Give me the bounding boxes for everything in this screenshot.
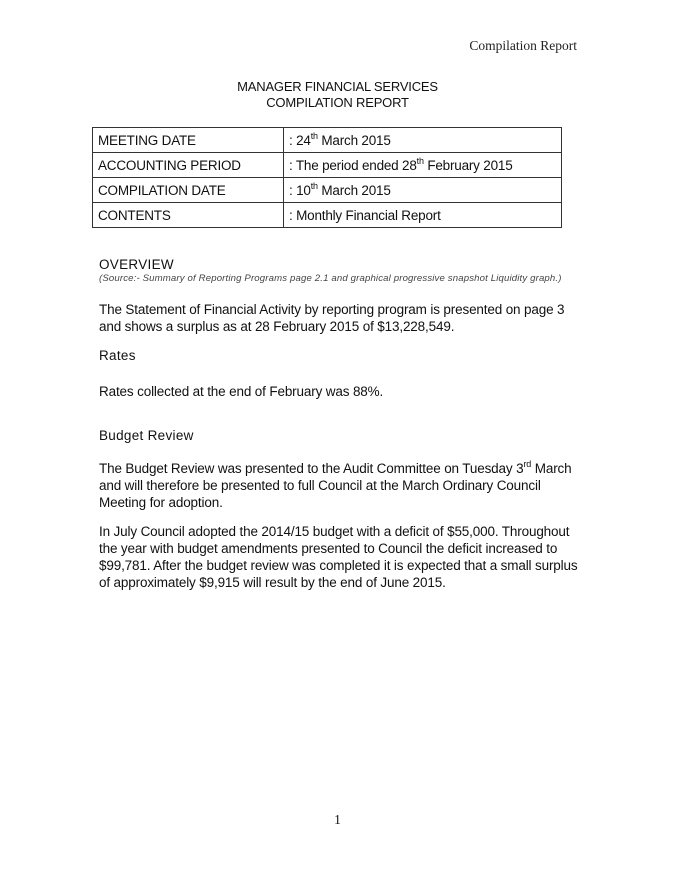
meta-value: : 10th March 2015 [284, 178, 562, 203]
overview-source-note: (Source:- Summary of Reporting Programs page 2.1 and graphical progressive snapshot Liquidity graph.) [99, 273, 562, 284]
budget-review-heading: Budget Review [99, 428, 194, 443]
meta-value: : The period ended 28th February 2015 [284, 153, 562, 178]
meta-row [93, 128, 562, 153]
meta-row [93, 203, 562, 228]
meta-value: : 24th March 2015 [284, 128, 562, 153]
meta-label: CONTENTS [93, 203, 284, 228]
page-number: 1 [334, 812, 341, 827]
budget-review-paragraph-1: The Budget Review was presented to the Audit Committee on Tuesday 3rd March and will therefore be presented to full Council at the March Ordinary Council Meeting for adoption. [99, 459, 572, 510]
meta-label: ACCOUNTING PERIOD [93, 153, 284, 178]
running-header: Compilation Report [469, 38, 577, 53]
report-title-block [0, 79, 675, 111]
report-title-line2: COMPILATION REPORT [266, 95, 409, 110]
budget-review-paragraph-2: In July Council adopted the 2014/15 budget with a deficit of $55,000. Throughout the year with budget amendments presented to Council the deficit increased to $99,781. After the budget review was completed it is expected that a small surplus of approximately $9,915 will result by the end of June 2015. [99, 524, 578, 590]
meta-value: : Monthly Financial Report [284, 203, 562, 228]
overview-paragraph: The Statement of Financial Activity by reporting program is presented on page 3 and shows a surplus as at 28 February 2015 of $13,228,549. [99, 302, 565, 334]
meta-table [92, 127, 562, 228]
meta-label: COMPILATION DATE [93, 178, 284, 203]
report-title-line1: MANAGER FINANCIAL SERVICES [237, 79, 438, 94]
meta-row [93, 178, 562, 203]
rates-heading: Rates [99, 348, 136, 363]
meta-label: MEETING DATE [93, 128, 284, 153]
overview-heading: OVERVIEW [99, 257, 174, 272]
rates-paragraph: Rates collected at the end of February was 88%. [99, 384, 384, 399]
meta-row [93, 153, 562, 178]
